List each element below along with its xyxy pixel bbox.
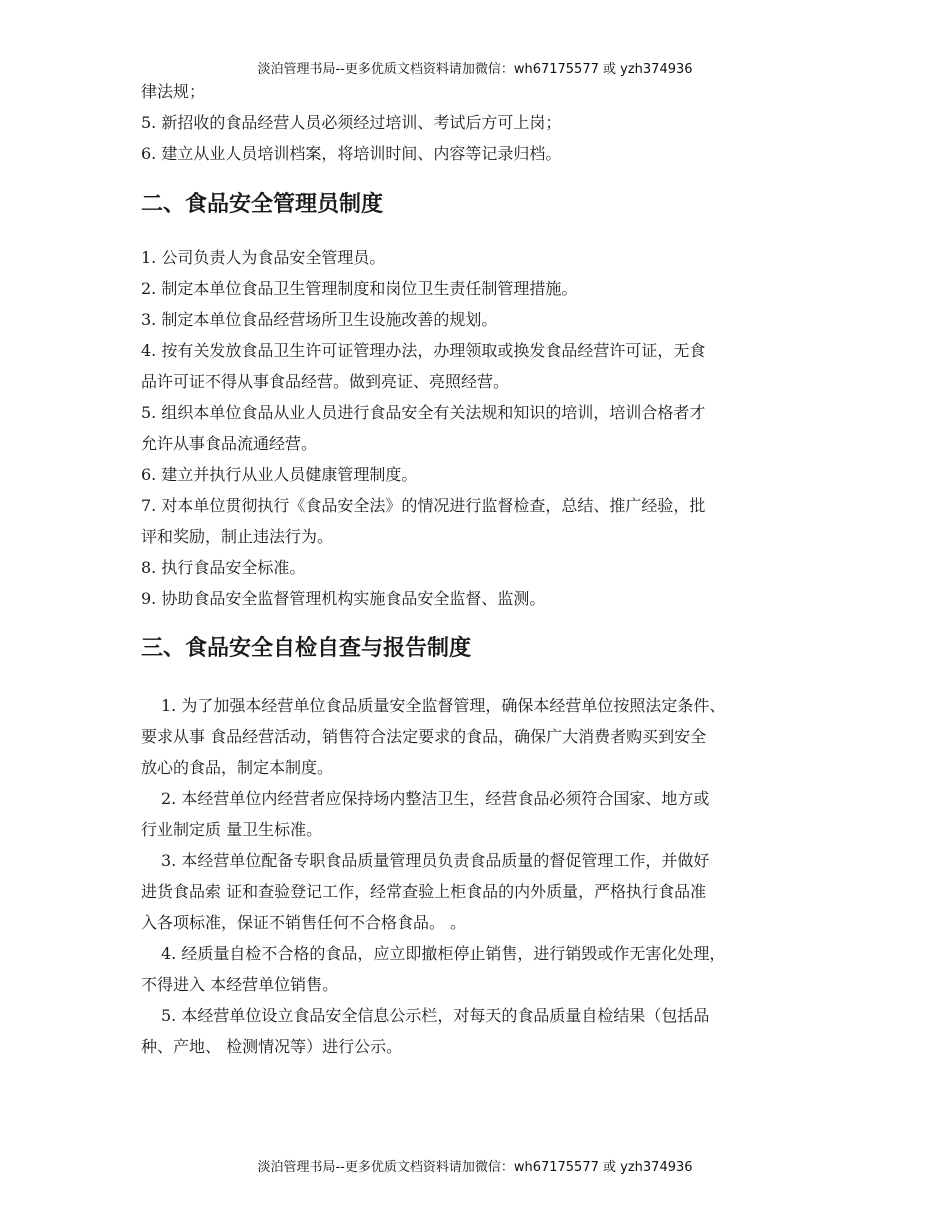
text-line: 放心的食品，制定本制度。 — [141, 758, 334, 777]
text-line: 评和奖励，制止违法行为。 — [141, 527, 334, 546]
document-body — [141, 76, 821, 1062]
text-line: 5. 新招收的食品经营人员必须经过培训、考试后方可上岗； — [141, 113, 562, 132]
section-2-body — [141, 242, 821, 614]
text-line: 1. 为了加强本经营单位食品质量安全监督管理，确保本经营单位按照法定条件、 — [161, 696, 726, 715]
text-line: 行业制定质 量卫生标准。 — [141, 820, 323, 839]
text-line: 9. 协助食品安全监督管理机构实施食品安全监督、监测。 — [141, 589, 546, 608]
text-line: 律法规； — [141, 82, 206, 101]
page-header: 淡泊管理书局--更多优质文档资料请加微信：wh67175577 或 yzh374936 — [257, 62, 693, 77]
text-line: 3. 制定本单位食品经营场所卫生设施改善的规划。 — [141, 310, 498, 329]
text-line: 5. 组织本单位食品从业人员进行食品安全有关法规和知识的培训，培训合格者才 — [141, 403, 706, 422]
text-line: 8. 执行食品安全标准。 — [141, 558, 306, 577]
intro-block — [141, 76, 821, 169]
text-line: 4. 经质量自检不合格的食品，应立即撤柜停止销售，进行销毁或作无害化处理， — [161, 944, 726, 963]
text-line: 入各项标准，保证不销售任何不合格食品。 。 — [141, 913, 467, 932]
text-line: 种、产地、 检测情况等）进行公示。 — [141, 1037, 403, 1056]
text-line: 进货食品索 证和查验登记工作，经常查验上柜食品的内外质量，严格执行食品准 — [141, 882, 707, 901]
text-line: 不得进入 本经营单位销售。 — [141, 975, 339, 994]
text-line: 2. 本经营单位内经营者应保持场内整洁卫生，经营食品必须符合国家、地方或 — [161, 789, 710, 808]
text-line: 4. 按有关发放食品卫生许可证管理办法，办理领取或换发食品经营许可证，无食 — [141, 341, 706, 360]
section-heading-2: 二、食品安全管理员制度 — [141, 192, 384, 217]
text-line: 6. 建立从业人员培训档案，将培训时间、内容等记录归档。 — [141, 144, 562, 163]
text-line: 1. 公司负责人为食品安全管理员。 — [141, 248, 386, 267]
section-heading-3: 三、食品安全自检自查与报告制度 — [141, 636, 472, 661]
page-footer: 淡泊管理书局--更多优质文档资料请加微信：wh67175577 或 yzh374936 — [257, 1160, 693, 1175]
text-line: 3. 本经营单位配备专职食品质量管理员负责食品质量的督促管理工作，并做好 — [161, 851, 710, 870]
text-line: 5. 本经营单位设立食品安全信息公示栏，对每天的食品质量自检结果（包括品 — [161, 1006, 710, 1025]
text-line: 7. 对本单位贯彻执行《食品安全法》的情况进行监督检查，总结、推广经验，批 — [141, 496, 706, 515]
text-line: 要求从事 食品经营活动，销售符合法定要求的食品，确保广大消费者购买到安全 — [141, 727, 707, 746]
section-3-body — [141, 690, 821, 1062]
text-line: 品许可证不得从事食品经营。做到亮证、亮照经营。 — [141, 372, 510, 391]
text-line: 允许从事食品流通经营。 — [141, 434, 318, 453]
text-line: 2. 制定本单位食品卫生管理制度和岗位卫生责任制管理措施。 — [141, 279, 578, 298]
text-line: 6. 建立并执行从业人员健康管理制度。 — [141, 465, 418, 484]
